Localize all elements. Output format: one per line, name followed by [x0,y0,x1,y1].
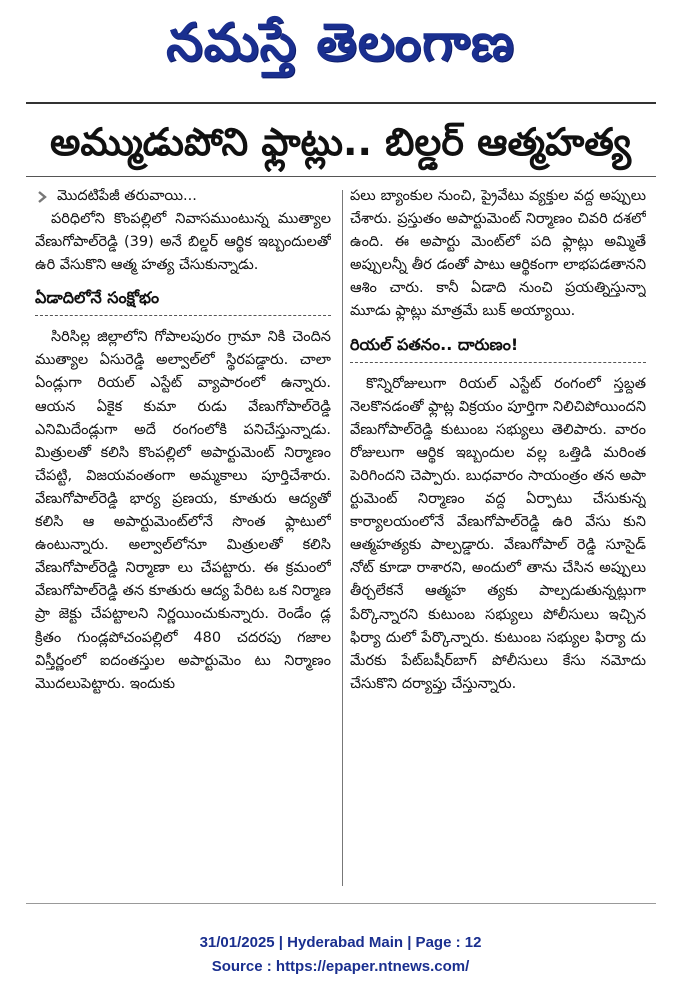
article-paragraph: సిరిసిల్ల జిల్లాలోని గోపాలపురం గ్రామా నికి చెందిన ముత్యాల ఏసురెడ్డి అల్వాల్‌లో స్థిరపడ్డారు. చాలా ఏండ్లుగా రియల్ ఎస్టేట్ వ్యాపారంలో ఉన్నారు. ఆయన ఏకైక కుమా రుడు వేణుగోపాల్‌రెడ్డి ఎనిమిదేండ్లుగా అదే రంగంలోకి పనిచేస్తున్నాడు. మిత్రులతో కలిసి కొంపల్లిలో అపార్టుమెంట్ నిర్మాణం చేపట్టి, విజయవంతంగా అమ్మకాలు పూర్తిచేశారు. వేణుగోపాల్‌రెడ్డి భార్య ప్రణయ, కూతురు ఆద్యతో కలిసి ఆ అపార్టుమెంట్‌లోనే సొంత ఫ్లాటులో ఉంటున్నారు. అల్వాల్‌లోనూ మిత్రులతో కలిసి వేణుగోపాల్‌రెడ్డి నిర్మాణా లు చేపట్టారు. ఈ క్రమంలో వేణుగోపాల్‌రెడ్డి తన కూతురు ఆద్య పేరిట ఒక నిర్మాణ ప్రా జెక్టు చేపట్టాలని నిర్ణయించుకున్నారు. రెండేం డ్ల క్రితం గుండ్లపోచంపల్లిలో 480 చదరపు గజాల విస్తీర్ణంలో ఐదంతస్తుల అపార్టుమెం టు నిర్మాణం మొదలుపెట్టారు. ఇందుకు [35,329,331,692]
divider [26,176,656,177]
continued-from-text: మొదటిపేజీ తరువాయి... [57,188,197,204]
edition-info: 31/01/2025 | Hyderabad Main | Page : 12 [199,934,482,951]
chevron-right-icon [35,190,49,204]
article-headline: అమ్ముడుపోని ఫ్లాట్లు.. బిల్డర్ ఆత్మహత్య [50,120,631,164]
newspaper-logo: నమస్తే తెలంగాణ [166,13,515,73]
masthead [0,8,681,78]
source-link[interactable]: Source : https://epaper.ntnews.com/ [211,958,470,975]
article-column-left [35,185,331,885]
article-paragraph: పరిధిలోని కొంపల్లిలో నివాసముంటున్న ముత్యాల వేణుగోపాల్‌రెడ్డి (39) అనే బిల్డర్ ఆర్థిక ఇబ్బందులతో ఉరి వేసుకొని ఆత్మ హత్య చేసుకున్నాడు. [35,211,331,274]
section-subheading: ఏడాదిలోనే సంక్షోభం [35,287,331,316]
divider [26,903,656,904]
divider [26,102,656,104]
article-paragraph: కొన్నిరోజులుగా రియల్ ఎస్టేట్ రంగంలో స్తబ్దత నెలకొనడంతో ఫ్లాట్ల విక్రయం పూర్తిగా నిలిచిపోయిందని వేణుగోపాల్‌రెడ్డి కుటుంబ సభ్యులు తెలిపారు. వారం రోజులుగా ఆర్థిక ఇబ్బందుల వల్ల ఒత్తిడి మరింత పెరిగిందని చెప్పారు. బుధవారం సాయంత్రం తన అపా ర్టుమెంట్ నిర్మాణం వద్ద ఏర్పాటు చేసుకున్న కార్యాలయంలోనే వేణుగోపాల్‌రెడ్డి ఉరి వేసు కుని ఆత్మహత్యకు పాల్పడ్డారు. వేణుగోపాల్ రెడ్డి సూసైడ్ నోట్ కూడా రాశారని, అందులో తాను చేసిన అప్పులు తీర్చలేకనే ఆత్మహ త్యకు పాల్పడుతున్నట్లుగా పేర్కొన్నారని కుటుంబ సభ్యులు పోలీసులు ఇచ్చిన ఫిర్యా దులో పేర్కొన్నారు. కుటుంబ సభ్యుల ఫిర్యా దు మేరకు పేట్‌బషీర్‌బాగ్ పోలీసులు కేసు నమోదు చేసుకొని దర్యాప్తు చేస్తున్నారు. [350,375,646,692]
article-column-right [350,185,646,885]
article-paragraph: పలు బ్యాంకుల నుంచి, ప్రైవేటు వ్యక్తుల వద్ద అప్పులు చేశారు. ప్రస్తుతం అపార్టుమెంట్ నిర్మాణం చివరి దశలో ఉంది. ఈ అపార్టు మెంట్‌లో పది ఫ్లాట్లు అమ్మితే అప్పులన్నీ తీర డంతో పాటు ఆర్థికంగా లాభపడతానని ఆశిం చారు. కానీ ఏడాది నుంచి ప్రయత్నిస్తున్నా మూడు ఫ్లాట్లు మాత్రమే బుక్ అయ్యాయి. [350,188,646,320]
continued-from-label [35,185,331,208]
column-divider [342,190,343,886]
section-subheading: రియల్ పతనం.. దారుణం! [350,334,646,363]
